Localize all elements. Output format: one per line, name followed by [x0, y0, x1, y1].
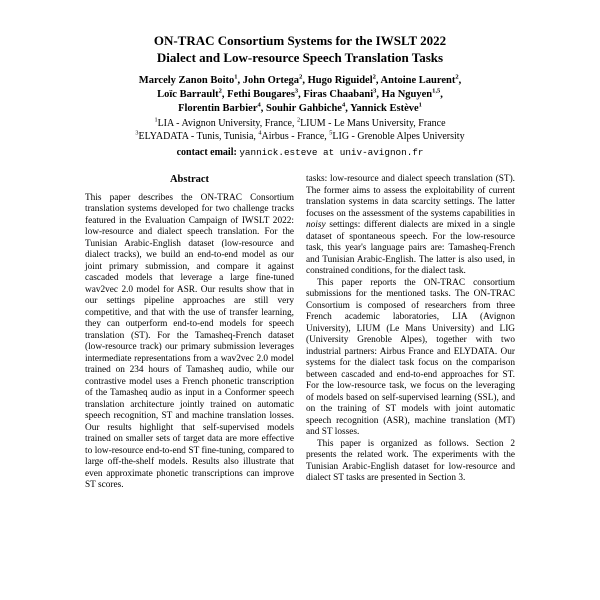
author-name: Firas Chaabani	[303, 89, 374, 100]
author-name: Souhir Gahbiche	[266, 103, 342, 114]
right-column	[306, 174, 515, 492]
author-affiliation-marker: 3	[373, 87, 377, 95]
paragraph-text: This paper reports the ON-TRAC consortium submissions for the mentioned tasks. The ON-TRAC Consortium is composed of researchers from three French academic laboratories, LIA (Avignon University), LIUM (Le Mans University) and LIG (University Grenoble Alpes), together with two industrial partners: Airbus France and ELYDATA. Our systems for the dialect task focus on the comparison between cascaded and end-to-end approaches for ST. For the low-resource task, we focus on the leveraging of models based on self-supervised learning (SSL), and on the training of ST models with joint automatic speech recognition (ASR), machine translation (MT) and ST losses.	[306, 277, 515, 437]
contact-label: contact email:	[176, 147, 237, 158]
author-name: Hugo Riguidel	[307, 75, 373, 86]
author-name: Ha Nguyen	[381, 89, 433, 100]
author-affiliation-marker: 4	[257, 101, 261, 109]
author-affiliation-marker: 2	[218, 87, 222, 95]
contact-email: yannick.esteve at univ-avignon.fr	[239, 147, 424, 158]
author-affiliation-marker: 4	[341, 101, 346, 109]
affiliation-marker: 3	[135, 129, 139, 137]
affiliation-text: LIG - Grenoble Alpes University	[332, 131, 465, 142]
abstract-heading: Abstract	[169, 174, 210, 185]
body-paragraph	[306, 439, 515, 485]
author-name: Fethi Bougares	[227, 89, 295, 100]
author-line: Marcely Zanon Boito$^1$, John Ortega$^2$, Hugo Riguidel$^2$, Antoine Laurent$^2$,	[138, 73, 462, 86]
author-affiliation-marker: 2	[372, 73, 376, 81]
italic-text: noisy	[306, 220, 326, 230]
author-affiliation-marker: 1	[234, 73, 238, 81]
author-name: Loïc Barrault	[157, 89, 219, 100]
author-affiliation-marker: 1	[418, 101, 422, 109]
author-name: Yannick Estève	[350, 103, 419, 114]
affiliation-marker: 2	[296, 116, 301, 124]
author-affiliation-marker: 3	[294, 87, 299, 95]
affiliation-text: Airbus - France,	[261, 131, 330, 142]
affiliation-text: ELYADATA - Tunis, Tunisia,	[138, 131, 259, 142]
body-paragraph	[306, 278, 515, 439]
affiliation-text: LIUM - Le Mans University, France	[300, 118, 446, 129]
author-name: Marcely Zanon Boito	[138, 75, 235, 86]
affiliation-marker: 1	[154, 116, 158, 124]
paper-header	[85, 33, 515, 159]
affiliation-marker: 4	[258, 129, 262, 137]
author-line: Florentin Barbier$^4$, Souhir Gahbiche$^4$, Yannick Estève$^1$	[178, 101, 422, 114]
affiliation-marker: 5	[329, 129, 333, 137]
two-column-body	[85, 174, 515, 492]
author-affiliation-marker: 1,5	[432, 87, 441, 95]
author-name: John Ortega	[242, 75, 300, 86]
affiliation-line	[85, 130, 515, 143]
paragraph-text: This paper is organized as follows. Section 2 presents the related work. The experiments with the Tunisian Arabic-English dataset for low-resource and dialect ST tasks are presented in Section 3.	[306, 438, 515, 483]
abstract-text: This paper describes the ON-TRAC Consortium translation systems developed for two challenge tracks featured in the Evaluation Campaign of IWSLT 2022: low-resource and dialect speech translation. For the Tunisian Arabic-English dataset (low-resource and dialect tracks), we build an end-to-end model as our joint primary submission, and compare it against cascaded models that leverage a large fine-tuned wav2vec 2.0 model for ASR. Our results show that in our settings pipeline approaches are still very competitive, and that with the use of transfer learning, they can outperform end-to-end models for speech translation (ST). For the Tamasheq-French dataset (low-resource track) our primary submission leverages intermediate representations from a wav2vec 2.0 model trained on 234 hours of Tamasheq audio, while our contrastive model uses a French phonetic transcription of the Tamasheq audio as input in a Conformer speech translation architecture jointly trained on automatic speech recognition, ST and machine translation losses. Our results highlight that self-supervised models trained on smaller sets of target data are more effective to low-resource end-to-end ST fine-tuning, compared to large off-the-shelf models. Results also illustrate that even approximate phonetic transcriptions can improve ST scores.	[85, 192, 294, 490]
body-paragraph	[306, 174, 515, 278]
paper-title	[85, 33, 515, 66]
paragraph-text: tasks: low-resource and dialect speech translation (ST). The former aims to assess the exploitability of current translation systems in data scarcity settings. The latter focuses on the assessment of the systems capabilities in	[306, 174, 515, 219]
left-column	[85, 174, 294, 492]
affiliation-block	[85, 117, 515, 143]
author-block	[85, 74, 515, 116]
author-name: Florentin Barbier	[178, 103, 258, 114]
author-affiliation-marker: 2	[455, 73, 459, 81]
author-affiliation-marker: 2	[299, 73, 303, 81]
affiliation-text: LIA - Avignon University, France,	[157, 118, 297, 129]
paper-title-line2: Dialect and Low-resource Speech Translation Tasks	[156, 49, 444, 65]
author-line: Loïc Barrault$^2$, Fethi Bougares$^3$, Firas Chaabani$^3$, Ha Nguyen$^{1,5}$,	[157, 87, 443, 100]
contact-line	[85, 146, 515, 159]
author-name: Antoine Laurent	[380, 75, 456, 86]
paper-title-line1: ON-TRAC Consortium Systems for the IWSLT 2022	[153, 33, 447, 48]
paragraph-text: settings: different dialects are mixed in a single dataset of spontaneous speech. For the low-resource task, this year's language pairs are: Tamasheq-French and Tunisian Arabic-English. The latter is also used, in constrained conditions, for the dialect task.	[306, 220, 515, 276]
affiliation-line	[85, 117, 515, 130]
